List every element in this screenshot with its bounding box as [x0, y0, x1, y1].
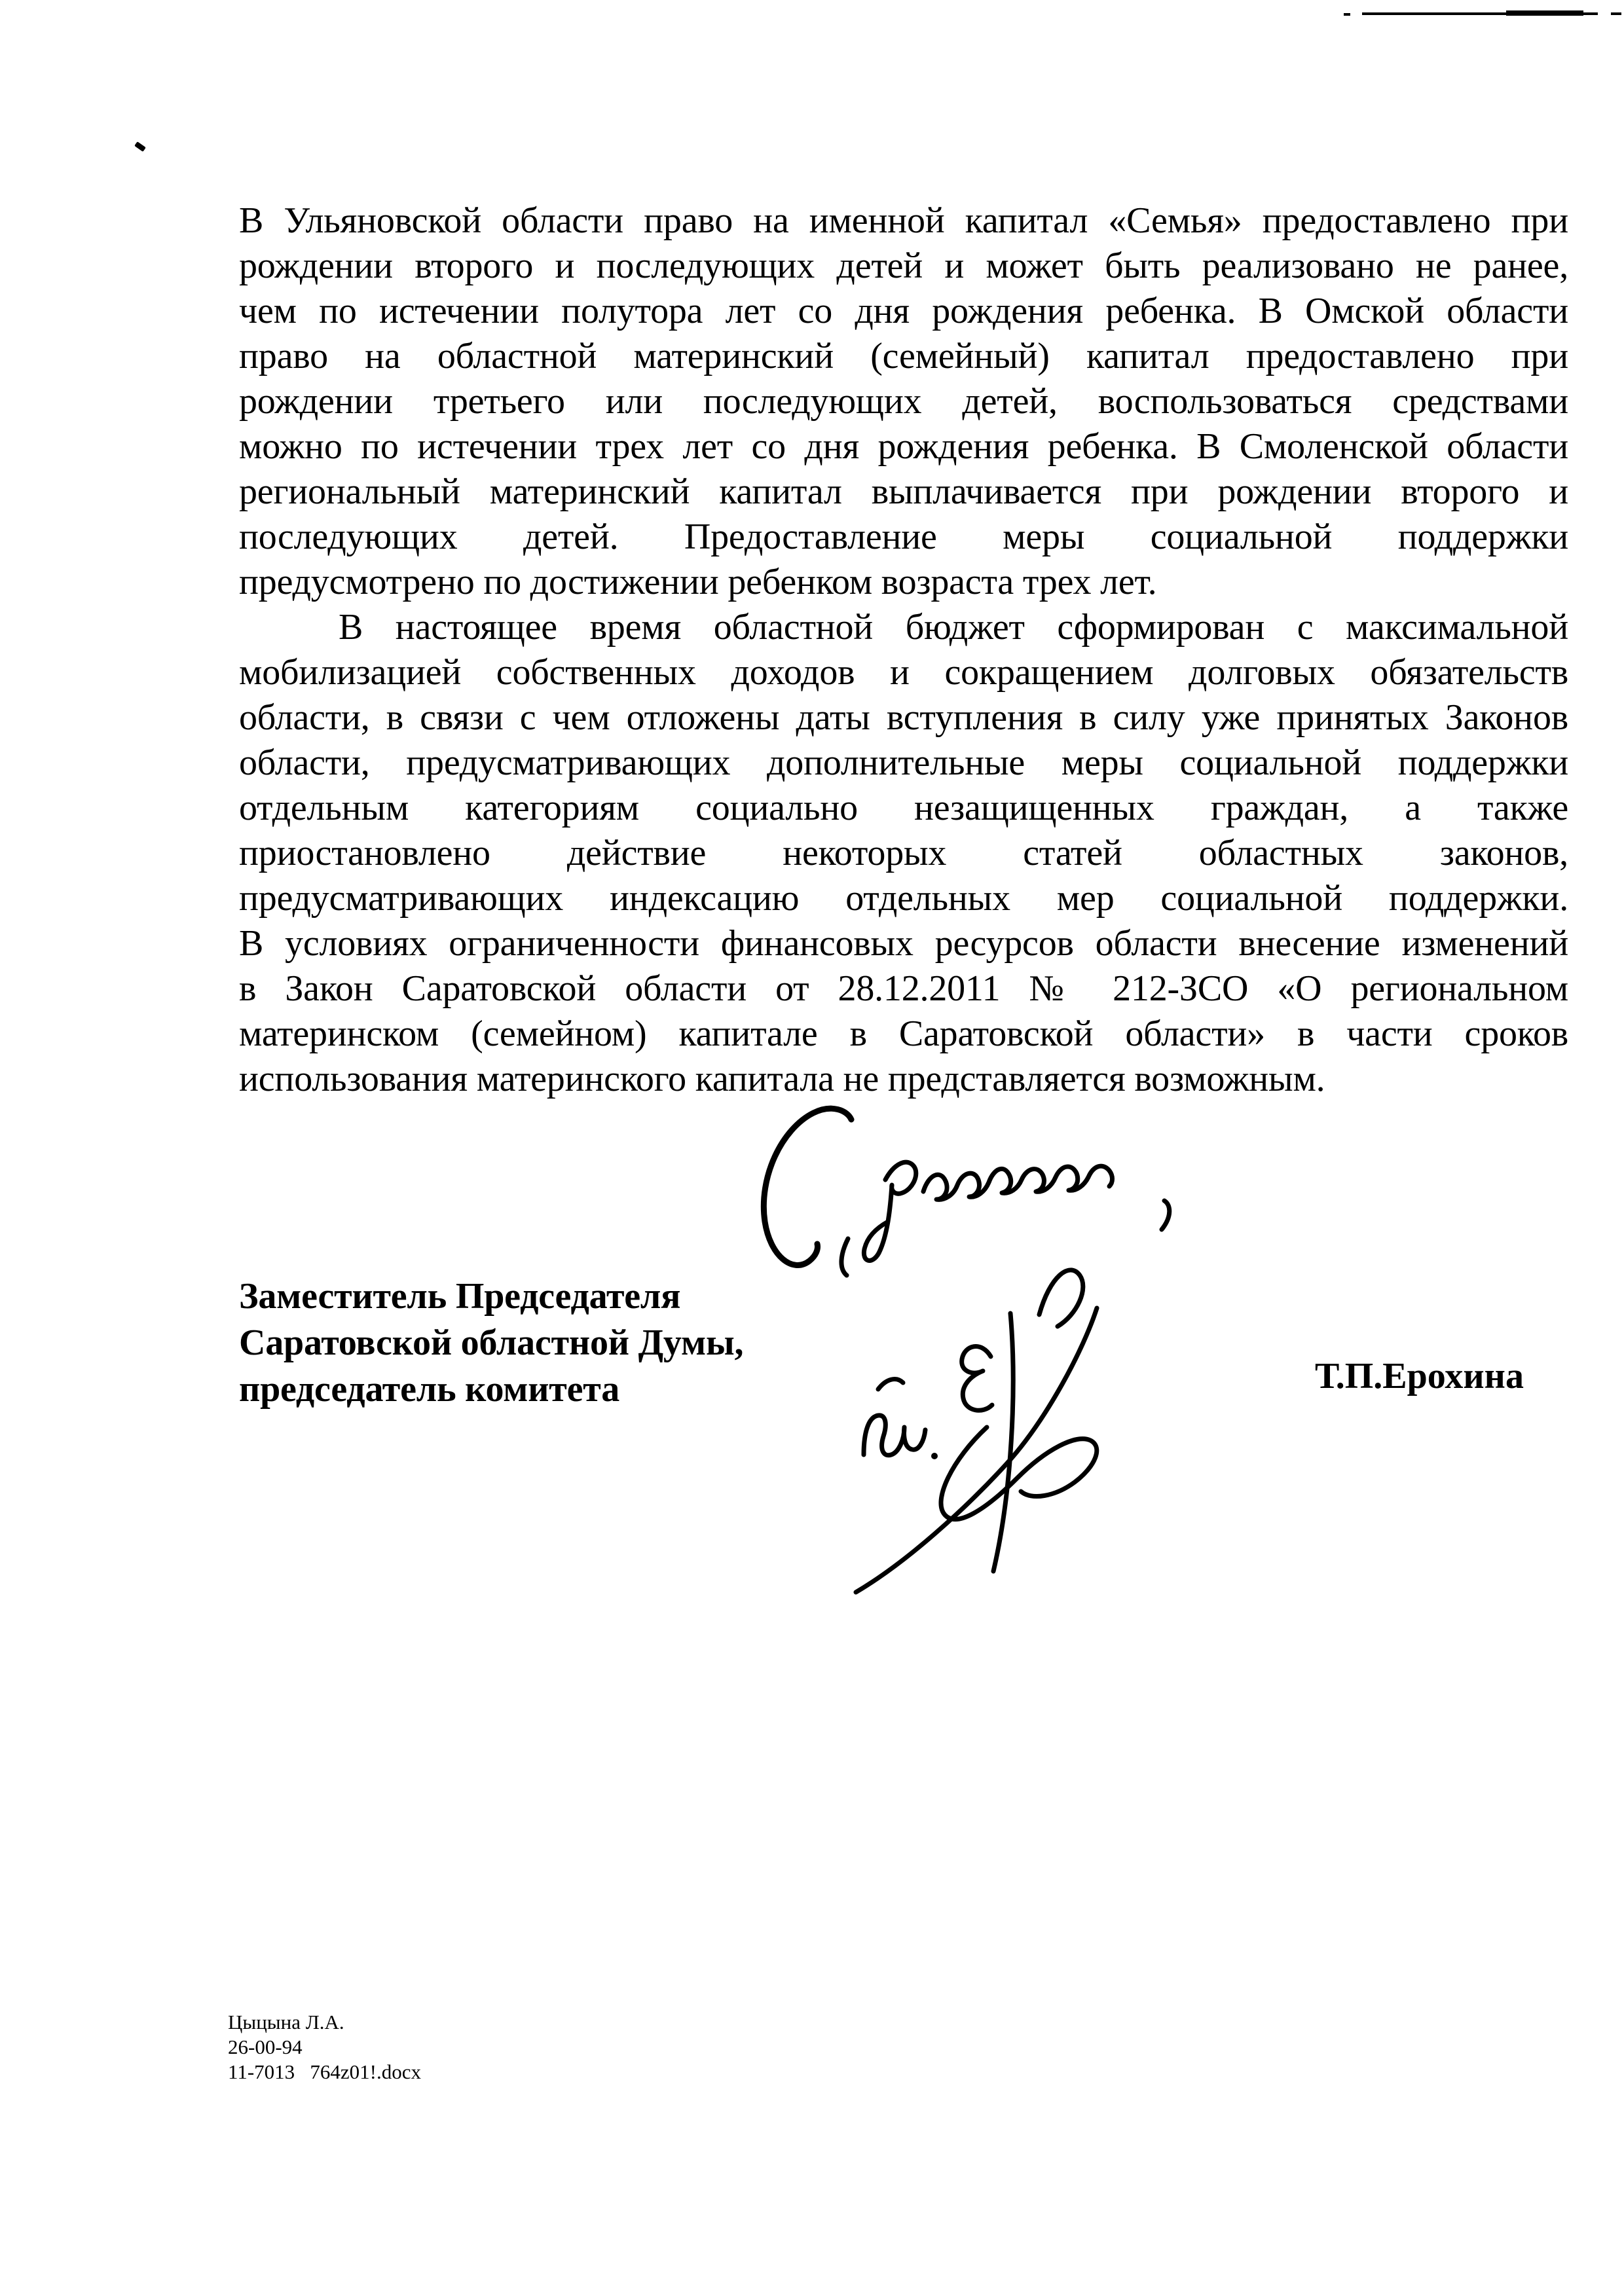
scan-artifact-dash	[1344, 13, 1350, 16]
signature-dot	[931, 1453, 938, 1459]
signature-handwriting	[822, 1231, 1175, 1611]
text-line: области, предусматривающих дополнительные меры социальной поддержки	[239, 742, 1568, 783]
signer-title-line: Саратовской областной Думы,	[239, 1322, 744, 1363]
text-line: материнском (семейном) капитале в Саратовской области» в части сроков	[239, 1013, 1568, 1054]
text-line: В настоящее время областной бюджет сформирован с максимальной	[339, 607, 1568, 647]
letter-body	[239, 198, 1568, 1102]
signer-title-line: председатель комитета	[239, 1369, 620, 1410]
text-line: отдельным категориям социально незащищенных граждан, а также	[239, 788, 1568, 828]
scan-speck	[134, 141, 146, 152]
text-line: рождении третьего или последующих детей, воспользоваться средствами	[239, 381, 1568, 422]
signer-name: Т.П.Ерохина	[1315, 1356, 1524, 1396]
text-line: рождении второго и последующих детей и может быть реализовано не ранее,	[239, 246, 1568, 286]
text-line: право на областной материнский (семейный) капитал предоставлено при	[239, 336, 1568, 376]
text-line: приостановлено действие некоторых статей областных законов,	[239, 833, 1568, 873]
paragraph-2	[239, 605, 1568, 1102]
text-line: предусматривающих индексацию отдельных мер социальной поддержки.	[239, 878, 1568, 919]
text-line: в Закон Саратовской области от 28.12.2011 № 212-ЗСО «О региональном	[239, 968, 1568, 1009]
text-line: можно по истечении трех лет со дня рождения ребенка. В Смоленской области	[239, 426, 1568, 467]
text-line: области, в связи с чем отложены даты вступления в силу уже принятых Законов	[239, 697, 1568, 738]
file-reference: 11-7013 764z01!.docx	[228, 2060, 422, 2083]
signer-title-block	[239, 1273, 743, 1413]
text-line: В условиях ограниченности финансовых ресурсов области внесение изменений	[239, 923, 1568, 964]
text-line: региональный материнский капитал выплачивается при рождении второго и	[239, 471, 1568, 512]
scan-artifact-dash	[1611, 12, 1621, 15]
text-line: предусмотрено по достижении ребенком возраста трех лет.	[239, 562, 1157, 602]
text-line: использования материнского капитала не представляется возможным.	[239, 1059, 1325, 1099]
text-line: В Ульяновской области право на именной капитал «Семья» предоставлено при	[239, 200, 1568, 241]
text-line: мобилизацией собственных доходов и сокращением долговых обязательств	[239, 652, 1568, 693]
footer-reference	[228, 2010, 421, 2085]
text-line: чем по истечении полутора лет со дня рождения ребенка. В Омской области	[239, 291, 1568, 331]
text-line: последующих детей. Предоставление меры социальной поддержки	[239, 517, 1568, 557]
scan-artifact-line-thick	[1506, 10, 1583, 16]
paragraph-1	[239, 198, 1568, 605]
executor-phone: 26-00-94	[228, 2035, 303, 2058]
executor-name: Цыцына Л.А.	[228, 2011, 344, 2033]
signer-title-line: Заместитель Председателя	[239, 1276, 681, 1317]
